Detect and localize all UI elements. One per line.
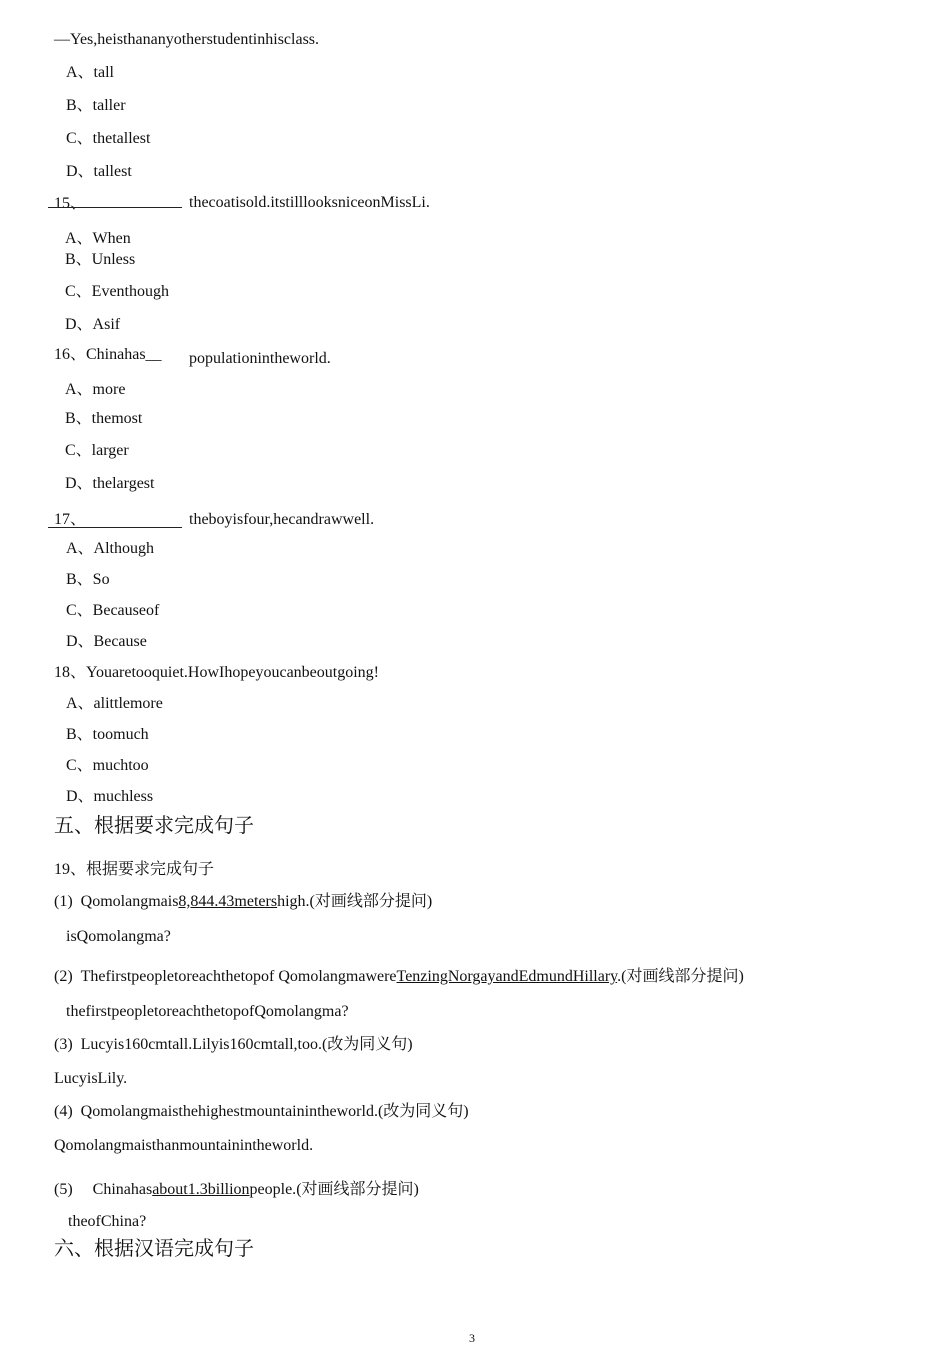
s4-note: (改为同义句) xyxy=(377,1103,469,1120)
s1-underlined: 8,844.43meters xyxy=(178,893,278,910)
q19-instruction: 19、根据要求完成句子 xyxy=(54,861,215,878)
s5-note: (对画线部分提问) xyxy=(296,1181,419,1198)
s2-answer: thefirstpeopletoreachthetopofQomolangma? xyxy=(66,1003,349,1020)
q14-option-d: D、tallest xyxy=(66,163,132,180)
s4-text: Qomolangmaisthehighestmountainintheworld. xyxy=(80,1103,378,1120)
s2-underlined: TenzingNorgayandEdmundHillary xyxy=(396,968,618,985)
s3-note: (改为同义句) xyxy=(321,1036,413,1053)
s4-line xyxy=(54,1104,469,1120)
q15-option-a: A、When xyxy=(65,230,131,247)
q14-option-a: A、tall xyxy=(66,64,114,81)
page-number: 3 xyxy=(469,1331,475,1345)
q17-option-a: A、Although xyxy=(66,540,155,557)
s2-note: (对画线部分提问) xyxy=(621,968,744,985)
q16-stem: populationintheworld. xyxy=(189,350,331,367)
s1-number: (1) xyxy=(54,893,73,910)
q15-blank xyxy=(48,207,182,208)
s5-answer: theofChina? xyxy=(68,1213,147,1230)
q14-answer-line: —Yes,heisthananyotherstudentinhisclass. xyxy=(54,31,320,48)
s1-pre: Qomolangmais xyxy=(80,893,179,910)
s1-post: high. xyxy=(277,893,310,910)
q14-option-b: B、taller xyxy=(66,97,126,114)
s3-text: Lucyis160cmtall.Lilyis160cmtall,too. xyxy=(80,1036,322,1053)
q16-option-c: C、larger xyxy=(65,442,129,459)
s5-underlined: about1.3billion xyxy=(152,1181,250,1198)
q17-option-c: C、Becauseof xyxy=(66,602,160,619)
s5-post: people. xyxy=(249,1181,297,1198)
s4-answer: Qomolangmaisthanmountainintheworld. xyxy=(54,1137,314,1154)
s2-pre: Thefirstpeopletoreachthetopof Qomolangmawere xyxy=(80,968,397,985)
s1-note: (对画线部分提问) xyxy=(309,893,433,910)
q15-number: 15、 xyxy=(54,195,87,212)
s3-number: (3) xyxy=(54,1036,73,1053)
q15-option-c: C、Eventhough xyxy=(65,283,169,300)
s2-line xyxy=(54,969,744,985)
q14-option-c: C、thetallest xyxy=(66,130,151,147)
q17-option-d: D、Because xyxy=(66,633,147,650)
q16-option-a: A、more xyxy=(65,381,126,398)
s1-answer: isQomolangma? xyxy=(66,928,171,945)
q17-number: 17、 xyxy=(54,511,87,528)
q15-option-b: B、Unless xyxy=(65,251,136,268)
q18-option-b: B、toomuch xyxy=(66,726,149,743)
q18-option-c: C、muchtoo xyxy=(66,757,149,774)
s5-line xyxy=(54,1182,419,1198)
s3-line xyxy=(54,1037,413,1053)
s2-post: . xyxy=(617,968,622,985)
s3-answer: LucyisLily. xyxy=(54,1070,128,1087)
q17-stem: theboyisfour,hecandrawwell. xyxy=(189,511,375,528)
q15-stem: thecoatisold.itstilllooksniceonMissLi. xyxy=(189,194,430,211)
q18-option-a: A、alittlemore xyxy=(66,695,163,712)
q16-number: 16、Chinahas__ xyxy=(54,346,162,363)
section-5-heading: 五、根据要求完成句子 xyxy=(54,815,254,837)
q16-option-d: D、thelargest xyxy=(65,475,155,492)
q15-option-d: D、Asif xyxy=(65,316,121,333)
s5-number: (5) xyxy=(54,1181,73,1198)
q17-blank xyxy=(48,527,182,528)
q17-option-b: B、So xyxy=(66,571,110,588)
q16-option-b: B、themost xyxy=(65,410,143,427)
section-6-heading: 六、根据汉语完成句子 xyxy=(54,1238,254,1260)
s5-pre: Chinahas xyxy=(92,1181,153,1198)
q18-stem: 18、Youaretooquiet.HowIhopeyoucanbeoutgoing! xyxy=(54,664,379,681)
s2-number: (2) xyxy=(54,968,73,985)
s1-line xyxy=(54,894,432,910)
s4-number: (4) xyxy=(54,1103,73,1120)
q18-option-d: D、muchless xyxy=(66,788,154,805)
